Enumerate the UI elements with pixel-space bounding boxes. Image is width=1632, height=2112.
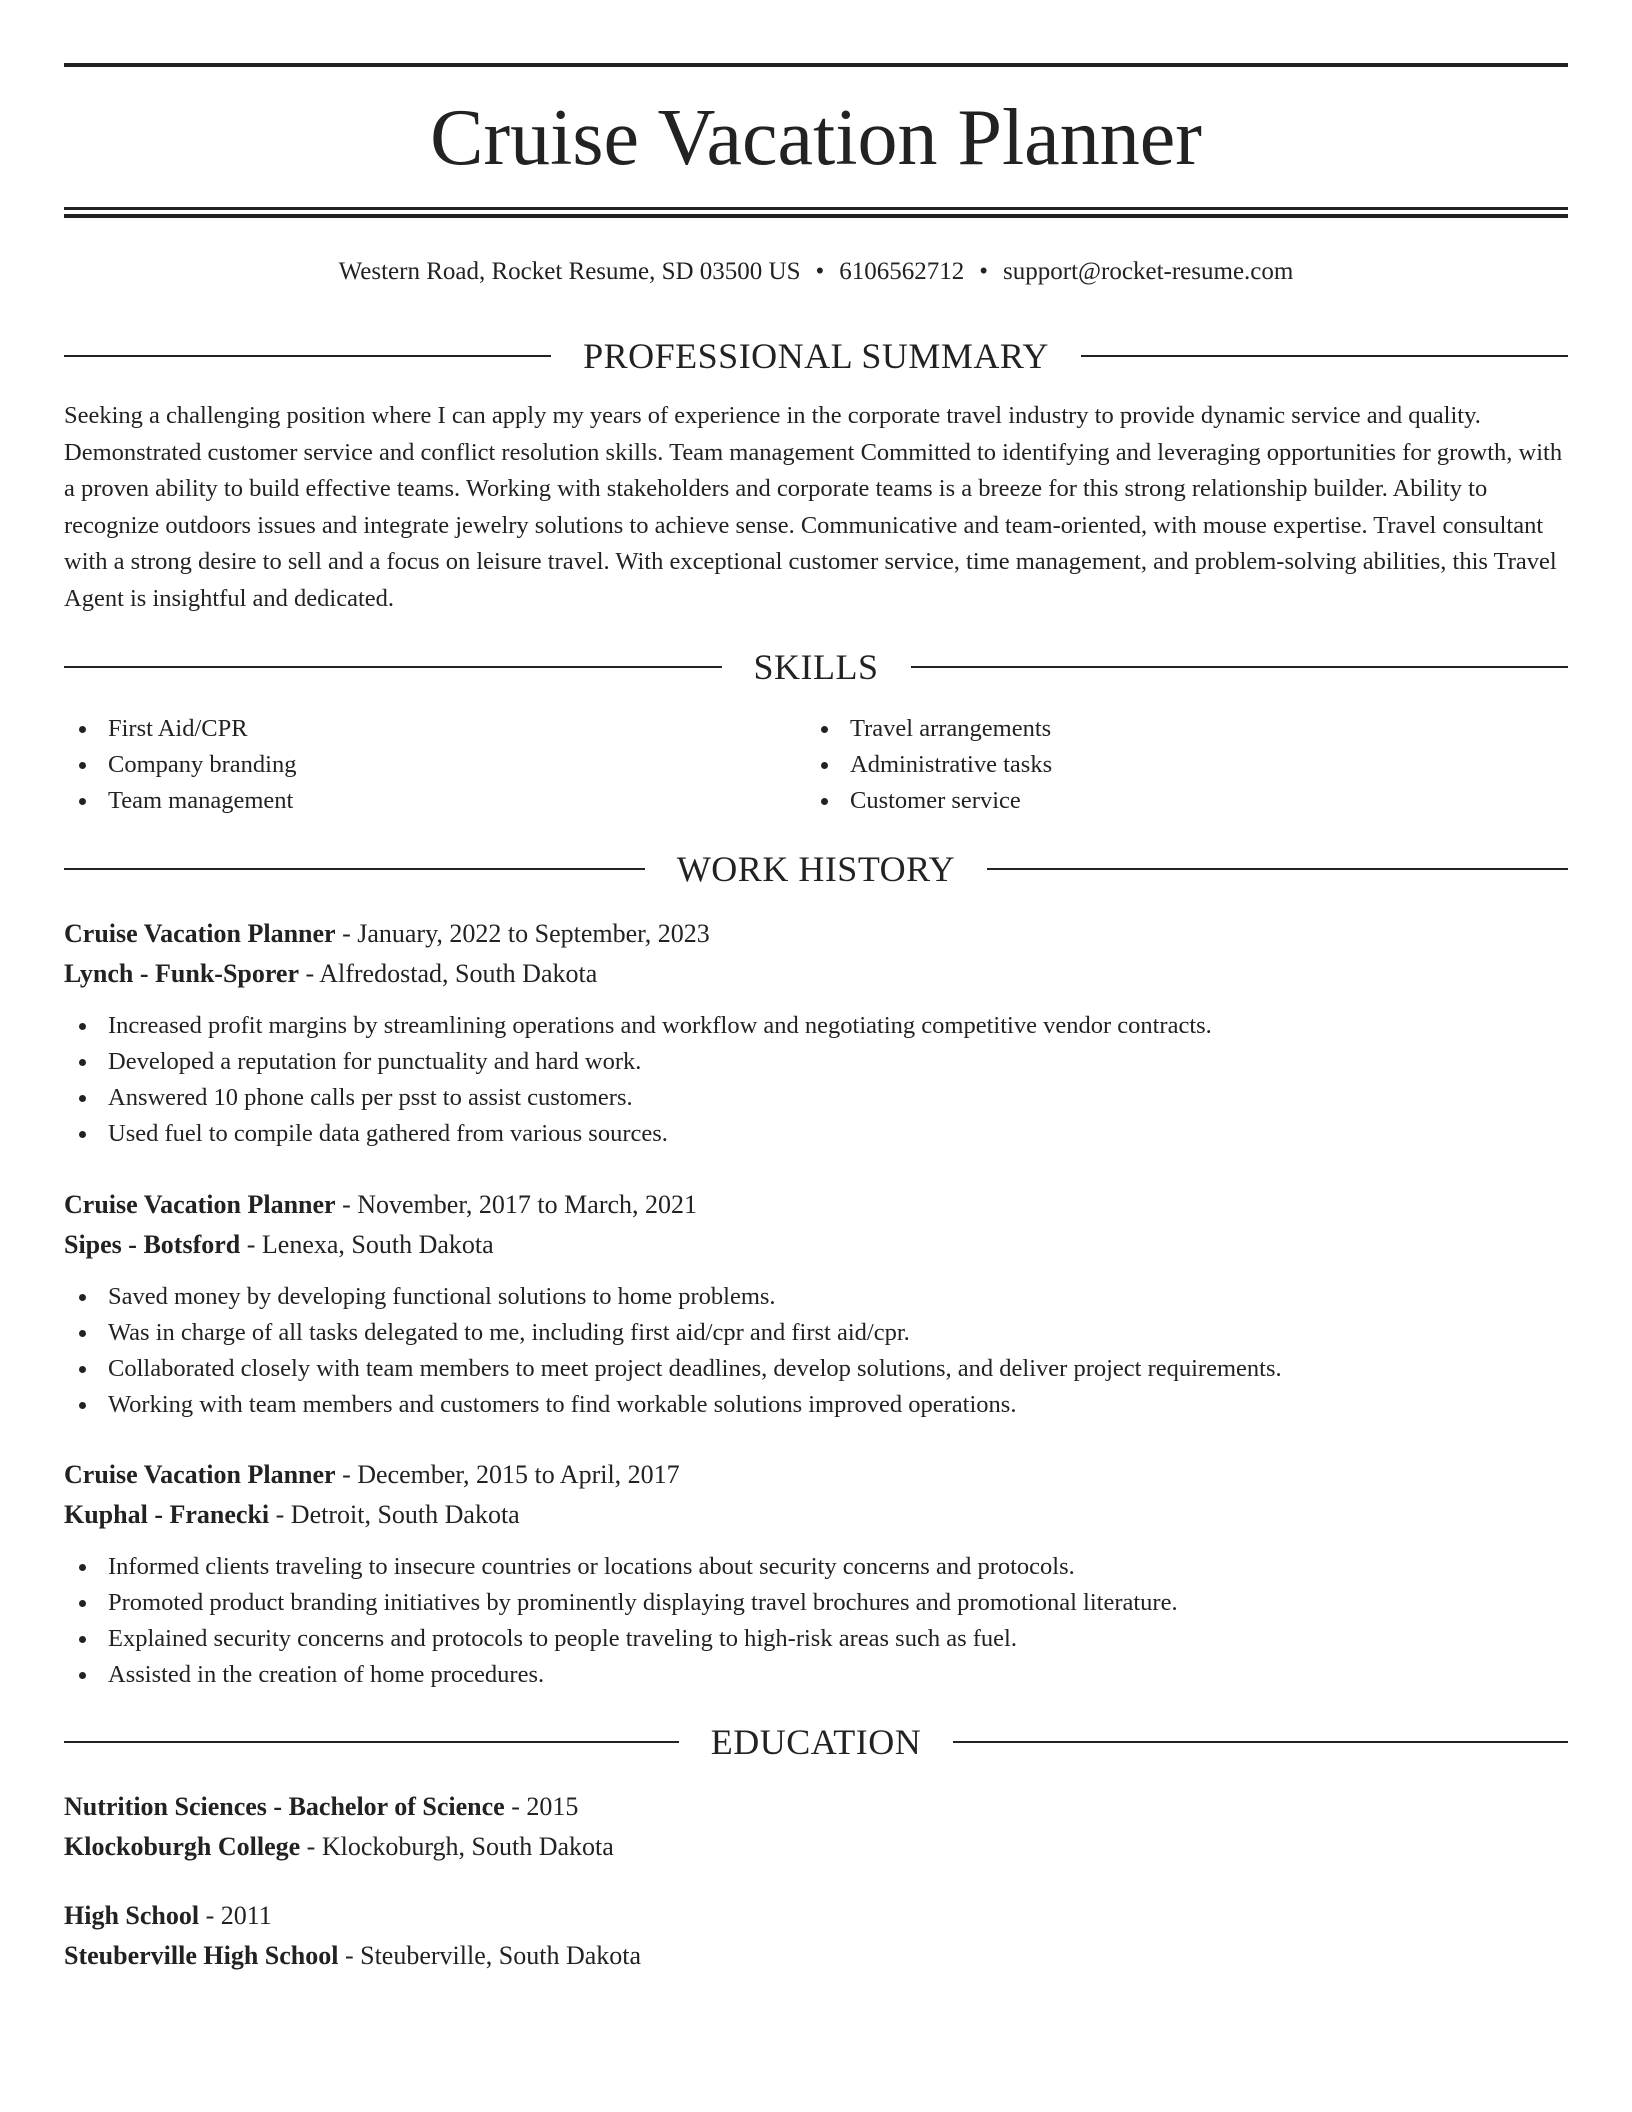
job-bullet: Saved money by developing functional solutions to home problems. — [64, 1279, 1568, 1315]
job-company-line — [64, 1495, 1568, 1535]
job-bullet: Working with team members and customers to find workable solutions improved operations. — [64, 1387, 1568, 1423]
job-company: Lynch - Funk-Sporer — [64, 959, 300, 988]
education-location: - Klockoburgh, South Dakota — [300, 1832, 614, 1861]
heading-rule — [953, 1741, 1568, 1743]
job-bullet: Collaborated closely with team members to meet project deadlines, develop solutions, and deliver project requirements. — [64, 1351, 1568, 1387]
job-title-line — [64, 1455, 1568, 1495]
top-rule — [64, 63, 1568, 67]
skill-item: Administrative tasks — [806, 747, 1506, 783]
skill-item: First Aid/CPR — [64, 711, 764, 747]
job-bullet: Assisted in the creation of home procedures. — [64, 1657, 1568, 1693]
title-double-rule — [64, 207, 1568, 218]
heading-rule — [64, 1741, 679, 1743]
job-bullet: Used fuel to compile data gathered from various sources. — [64, 1116, 1568, 1152]
job-title: Cruise Vacation Planner — [64, 1190, 336, 1219]
education-school-line — [64, 1827, 1568, 1867]
education-school: Steuberville High School — [64, 1941, 339, 1970]
heading-rule — [64, 355, 551, 357]
job-bullets — [64, 1279, 1568, 1423]
job-company: Kuphal - Franecki — [64, 1500, 270, 1529]
job-location: - Lenexa, South Dakota — [240, 1230, 494, 1259]
heading-rule — [911, 666, 1569, 668]
skill-item: Team management — [64, 783, 764, 819]
education-entry — [64, 1787, 1568, 1867]
job-dates: - January, 2022 to September, 2023 — [335, 919, 710, 948]
summary-text: Seeking a challenging position where I can apply my years of experience in the corporate travel industry to provide dynamic service and quality. Demonstrated customer service and conflict resolution skills. Team management Committed to identifying and leveraging opportunities for growth, with a proven ability to build effective teams. Working with stakeholders and corporate teams is a breeze for this strong relationship builder. Ability to recognize outdoors issues and integrate jewelry solutions to achieve sense. Communicative and team-oriented, with mouse expertise. Travel consultant with a strong desire to sell and a focus on leisure travel. With exceptional customer service, time management, and problem-solving abilities, this Travel Agent is insightful and dedicated. — [64, 402, 1563, 612]
work-section-heading — [64, 845, 1568, 893]
skill-item: Customer service — [806, 783, 1506, 819]
education-school-line — [64, 1936, 1568, 1976]
job-title-line — [64, 1185, 1568, 1225]
contact-phone: 6106562712 — [839, 258, 965, 285]
skills-list-left — [64, 711, 764, 819]
summary-heading: PROFESSIONAL SUMMARY — [583, 336, 1049, 376]
education-year: - 2011 — [199, 1901, 272, 1930]
job-title: Cruise Vacation Planner — [64, 1460, 336, 1489]
job-bullet: Increased profit margins by streamlining operations and workflow and negotiating competitive vendor contracts. — [64, 1008, 1568, 1044]
job-bullet: Developed a reputation for punctuality and hard work. — [64, 1044, 1568, 1080]
job-company-line — [64, 954, 1568, 994]
job-company-line — [64, 1225, 1568, 1265]
education-degree-line — [64, 1787, 1568, 1827]
job-bullets — [64, 1008, 1568, 1152]
heading-rule — [64, 868, 645, 870]
education-year: - 2015 — [504, 1792, 579, 1821]
contact-line — [64, 252, 1568, 292]
education-degree: Nutrition Sciences - Bachelor of Science — [64, 1792, 505, 1821]
job-dates: - November, 2017 to March, 2021 — [335, 1190, 698, 1219]
skill-item: Travel arrangements — [806, 711, 1506, 747]
education-degree-line — [64, 1896, 1568, 1936]
education-heading: EDUCATION — [710, 1722, 922, 1762]
work-heading: WORK HISTORY — [676, 849, 956, 889]
job-entry — [64, 914, 1568, 1152]
job-bullet: Informed clients traveling to insecure countries or locations about security concerns and protocols. — [64, 1549, 1568, 1585]
job-company: Sipes - Botsford — [64, 1230, 241, 1259]
job-bullet: Explained security concerns and protocols to people traveling to high-risk areas such as fuel. — [64, 1621, 1568, 1657]
heading-rule — [1081, 355, 1568, 357]
resume-title: Cruise Vacation Planner — [430, 94, 1202, 182]
education-section-heading — [64, 1718, 1568, 1766]
heading-rule — [987, 868, 1568, 870]
job-bullet: Answered 10 phone calls per psst to assist customers. — [64, 1080, 1568, 1116]
job-bullet: Was in charge of all tasks delegated to me, including first aid/cpr and first aid/cpr. — [64, 1315, 1568, 1351]
job-entry — [64, 1185, 1568, 1423]
education-entry — [64, 1896, 1568, 1976]
education-location: - Steuberville, South Dakota — [338, 1941, 642, 1970]
heading-rule — [64, 666, 722, 668]
job-title-line — [64, 914, 1568, 954]
skills-list-right — [806, 711, 1506, 819]
job-location: - Alfredostad, South Dakota — [299, 959, 598, 988]
job-dates: - December, 2015 to April, 2017 — [335, 1460, 680, 1489]
job-location: - Detroit, South Dakota — [269, 1500, 520, 1529]
contact-email: support@rocket-resume.com — [1003, 258, 1294, 285]
skills-heading: SKILLS — [753, 647, 879, 687]
summary-section-heading — [64, 332, 1568, 380]
job-bullet: Promoted product branding initiatives by prominently displaying travel brochures and promotional literature. — [64, 1585, 1568, 1621]
skills-section-heading — [64, 643, 1568, 691]
skill-item: Company branding — [64, 747, 764, 783]
contact-address: Western Road, Rocket Resume, SD 03500 US — [338, 258, 801, 285]
job-title: Cruise Vacation Planner — [64, 919, 336, 948]
education-degree: High School — [64, 1901, 200, 1930]
contact-separator: • — [815, 258, 825, 285]
job-entry — [64, 1455, 1568, 1693]
contact-separator: • — [979, 258, 989, 285]
job-bullets — [64, 1549, 1568, 1693]
education-school: Klockoburgh College — [64, 1832, 301, 1861]
